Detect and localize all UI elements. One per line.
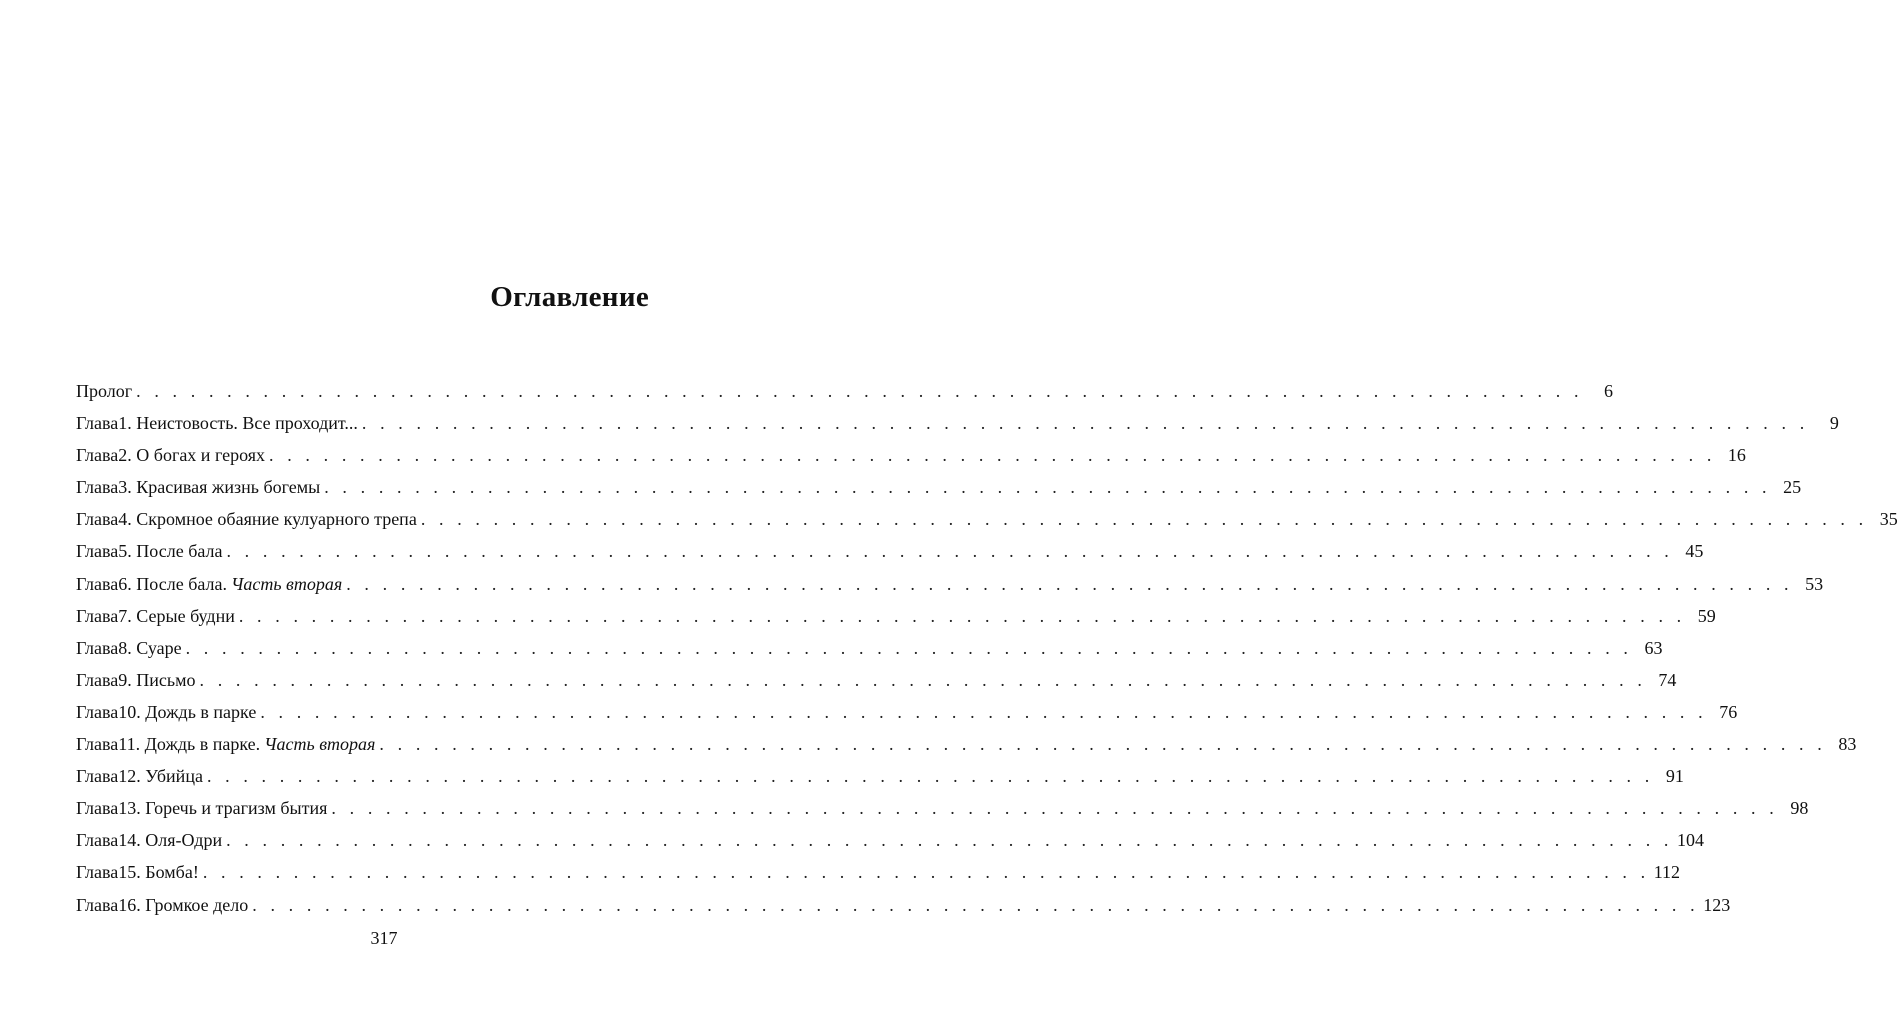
toc-entry-page: 9 xyxy=(1829,413,1839,434)
toc-dot-leader: . . . . . . . . . . . . . . . . . . . . . . . . . . . . . . . . . . . . . . . . . . . . . . . . . . . . . . . . . . . . . . . . . . . . . . . . . . . . . . . . xyxy=(238,605,1686,626)
toc-entry-title: 3. Красивая жизнь богемы xyxy=(118,477,321,498)
toc-title: Оглавление xyxy=(490,281,649,313)
toc-entry-page: 63 xyxy=(1644,637,1663,658)
toc-dot-leader: . . . . . . . . . . . . . . . . . . . . . . . . . . . . . . . . . . . . . . . . . . . . . . . . . . . . . . . . . . . . . . . . . . . . . . . . . . . . . . . . xyxy=(260,701,1708,722)
toc-entry-title: 7. Серые будни xyxy=(118,605,235,626)
toc-entry-prefix: Глава xyxy=(76,445,119,466)
toc-dot-leader: . . . . . . . . . . . . . . . . . . . . . . . . . . . . . . . . . . . . . . . . . . . . . . . . . . . . . . . . . . . . . . . . . . . . . . . . . . . . . . . . xyxy=(206,766,1654,787)
toc-entry-page: 112 xyxy=(1653,862,1681,883)
toc-entry xyxy=(76,859,1681,891)
toc-entry xyxy=(76,410,1839,442)
toc-dot-leader: . . . . . . . . . . . . . . . . . . . . . . . . . . . . . . . . . . . . . . . . . . . . . . . . . . . . . . . . . . . . . . . . . . . . . . . . . . . . . . . . xyxy=(269,445,1716,466)
toc-list xyxy=(76,378,1898,924)
toc-entry-title: 12. Убийца xyxy=(118,766,203,787)
toc-dot-leader: . . . . . . . . . . . . . . . . . . . . . . . . . . . . . . . . . . . . . . . . . . . . . . . . . . . . . . . . . . . . . . . . . . . . . . . . . . . . . . . . xyxy=(252,894,1700,915)
toc-dot-leader: . . . . . . . . . . . . . . . . . . . . . . . . . . . . . . . . . . . . . . . . . . . . . . . . . . . . . . . . . . . . . . . . . . . . . . . . . . . . . . . . xyxy=(346,573,1794,594)
toc-entry-title: 11. Дождь в парке. xyxy=(118,734,261,755)
toc-entry-prefix: Глава xyxy=(76,734,119,755)
toc-entry-prefix: Глава xyxy=(76,830,119,851)
toc-entry xyxy=(76,731,1857,763)
toc-entry-title: 2. О богах и героях xyxy=(118,445,266,466)
toc-entry-title: 15. Бомба! xyxy=(118,862,199,883)
toc-entry xyxy=(76,378,1614,410)
toc-entry-page: 45 xyxy=(1685,541,1704,562)
toc-entry-prefix: Пролог xyxy=(76,381,133,401)
toc-entry xyxy=(76,827,1704,859)
toc-entry-subtitle: Часть вторая xyxy=(230,573,343,594)
toc-entry-prefix: Глава xyxy=(76,605,119,626)
toc-entry-prefix: Глава xyxy=(76,509,119,530)
toc-entry xyxy=(76,571,1824,603)
toc-entry-page: 25 xyxy=(1783,477,1802,498)
toc-entry-title: 13. Горечь и трагизм бытия xyxy=(118,798,328,819)
toc-entry-title: 6. После бала. xyxy=(118,573,227,594)
toc-entry-prefix: Глава xyxy=(76,413,119,434)
toc-entry-title: 5. После бала xyxy=(118,541,223,562)
toc-entry-page: 83 xyxy=(1838,734,1857,755)
page-number: 317 xyxy=(370,928,398,948)
toc-entry-page: 98 xyxy=(1790,798,1809,819)
toc-entry xyxy=(76,667,1677,699)
toc-dot-leader: . . . . . . . . . . . . . . . . . . . . . . . . . . . . . . . . . . . . . . . . . . . . . . . . . . . . . . . . . . . . . . . . . . . . . . . . . . . . . . . . xyxy=(199,669,1647,690)
toc-dot-leader: . . . . . . . . . . . . . . . . . . . . . . . . . . . . . . . . . . . . . . . . . . . . . . . . . . . . . . . . . . . . . . . . . . . . . . . . . . . . . . . . xyxy=(136,381,1584,401)
toc-entry xyxy=(76,892,1731,924)
toc-entry xyxy=(76,603,1716,635)
toc-dot-leader: . . . . . . . . . . . . . . . . . . . . . . . . . . . . . . . . . . . . . . . . . . . . . . . . . . . . . . . . . . . . . . . . . . . . . . . . . . . . . . . . xyxy=(379,734,1827,755)
toc-entry-page: 91 xyxy=(1665,766,1684,787)
toc-entry xyxy=(76,635,1663,667)
toc-entry-page: 104 xyxy=(1677,830,1704,851)
toc-entry-title: 1. Неистовость. Все проходит... xyxy=(118,413,358,434)
toc-entry-page: 74 xyxy=(1658,669,1677,690)
toc-entry-title: 10. Дождь в парке xyxy=(118,701,257,722)
toc-entry-page: 16 xyxy=(1727,445,1746,466)
toc-entry-title: 4. Скромное обаяние кулуарного трепа xyxy=(118,509,417,530)
toc-entry-prefix: Глава xyxy=(76,477,119,498)
toc-entry-prefix: Глава xyxy=(76,798,119,819)
toc-entry-page: 59 xyxy=(1697,605,1716,626)
toc-dot-leader: . . . . . . . . . . . . . . . . . . . . . . . . . . . . . . . . . . . . . . . . . . . . . . . . . . . . . . . . . . . . . . . . . . . . . . . . . . . . . . . . xyxy=(185,637,1633,658)
toc-entry xyxy=(76,699,1738,731)
toc-entry xyxy=(76,795,1809,827)
toc-entry-page: 6 xyxy=(1604,381,1614,401)
toc-entry xyxy=(76,506,1898,538)
toc-dot-leader: . . . . . . . . . . . . . . . . . . . . . . . . . . . . . . . . . . . . . . . . . . . . . . . . . . . . . . . . . . . . . . . . . . . . . . . . . . . . . . . . xyxy=(202,862,1650,883)
toc-entry-title: 9. Письмо xyxy=(118,669,196,690)
toc-entry-subtitle: Часть вторая xyxy=(264,734,376,755)
toc-entry-title: 16. Громкое дело xyxy=(118,894,249,915)
toc-entry-prefix: Глава xyxy=(76,766,119,787)
toc-entry-page: 123 xyxy=(1703,894,1731,915)
toc-entry-title: 8. Суаре xyxy=(118,637,182,658)
toc-entry xyxy=(76,763,1684,795)
toc-entry-prefix: Глава xyxy=(76,701,119,722)
toc-dot-leader: . . . . . . . . . . . . . . . . . . . . . . . . . . . . . . . . . . . . . . . . . . . . . . . . . . . . . . . . . . . . . . . . . . . . . . . . . . . . . . . . xyxy=(226,830,1673,851)
toc-entry-prefix: Глава xyxy=(76,669,119,690)
toc-entry-prefix: Глава xyxy=(76,637,119,658)
toc-entry-prefix: Глава xyxy=(76,862,119,883)
toc-entry xyxy=(76,538,1704,570)
toc-dot-leader: . . . . . . . . . . . . . . . . . . . . . . . . . . . . . . . . . . . . . . . . . . . . . . . . . . . . . . . . . . . . . . . . . . . . . . . . . . . . . . . . xyxy=(226,541,1674,562)
toc-entry-page: 53 xyxy=(1805,573,1824,594)
toc-dot-leader: . . . . . . . . . . . . . . . . . . . . . . . . . . . . . . . . . . . . . . . . . . . . . . . . . . . . . . . . . . . . . . . . . . . . . . . . . . . . . . . . xyxy=(420,509,1868,530)
toc-entry-title: 14. Оля-Одри xyxy=(118,830,223,851)
toc-entry-prefix: Глава xyxy=(76,573,119,594)
toc-entry-page: 35 xyxy=(1879,509,1898,530)
toc-dot-leader: . . . . . . . . . . . . . . . . . . . . . . . . . . . . . . . . . . . . . . . . . . . . . . . . . . . . . . . . . . . . . . . . . . . . . . . . . . . . . . . . xyxy=(331,798,1779,819)
toc-dot-leader: . . . . . . . . . . . . . . . . . . . . . . . . . . . . . . . . . . . . . . . . . . . . . . . . . . . . . . . . . . . . . . . . . . . . . . . . . . . . . . . . xyxy=(361,413,1809,434)
toc-entry-page: 76 xyxy=(1719,701,1738,722)
toc-entry xyxy=(76,442,1746,474)
toc-entry-prefix: Глава xyxy=(76,894,119,915)
toc-dot-leader: . . . . . . . . . . . . . . . . . . . . . . . . . . . . . . . . . . . . . . . . . . . . . . . . . . . . . . . . . . . . . . . . . . . . . . . . . . . . . . . . xyxy=(324,477,1772,498)
toc-entry-prefix: Глава xyxy=(76,541,119,562)
toc-entry xyxy=(76,474,1802,506)
